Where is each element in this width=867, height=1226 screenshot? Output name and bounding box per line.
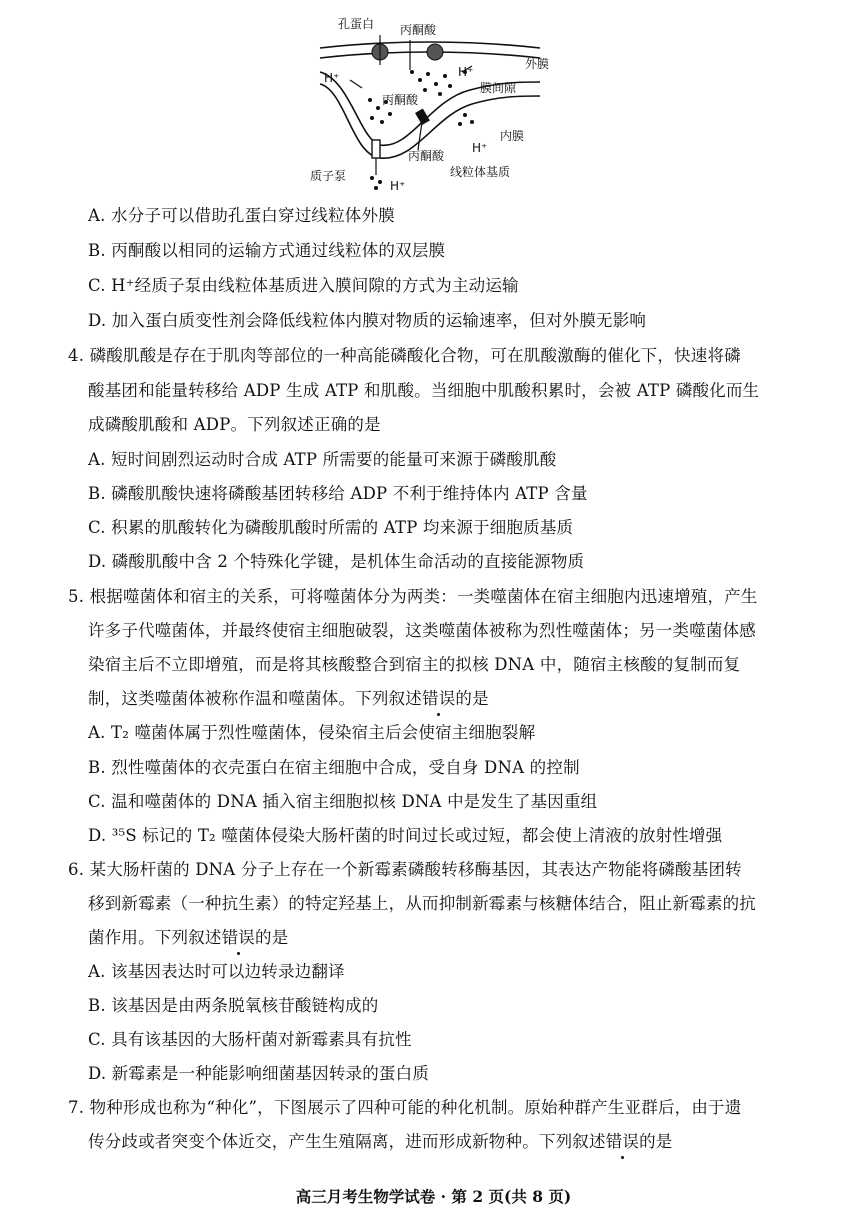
proton-pump — [372, 140, 380, 158]
porin-right — [427, 44, 443, 60]
q5-option-c: C. 温和噬菌体的 DNA 插入宿主细胞拟核 DNA 中是发生了基因重组 — [88, 792, 598, 811]
label-matrix: 线粒体基质 — [450, 165, 511, 179]
label-proton-pump: 质子泵 — [310, 169, 347, 183]
q7-stem-line-2: 传分歧或者突变个体近交，产生生殖隔离，进而形成新物种。下列叙述错误的是 — [88, 1132, 673, 1151]
label-outer-membrane: 外膜 — [525, 57, 550, 71]
q5-stem-line-1: 5. 根据噬菌体和宿主的关系，可将噬菌体分为两类：一类噬菌体在宿主细胞内迅速增殖，产生 — [68, 587, 758, 606]
q6-option-a: A. 该基因表达时可以边转录边翻译 — [88, 962, 345, 981]
label-hplus-right: H⁺ — [458, 65, 474, 79]
q4-option-c: C. 积累的肌酸转化为磷酸肌酸时所需的 ATP 均来源于细胞质基质 — [88, 518, 574, 537]
q3-option-d: D. 加入蛋白质变性剂会降低线粒体内膜对物质的运输速率，但对外膜无影响 — [88, 311, 647, 330]
q4-option-b: B. 磷酸肌酸快速将磷酸基团转移给 ADP 不利于维持体内 ATP 含量 — [88, 484, 588, 503]
label-pyruvate-top: 丙酮酸 — [400, 23, 437, 37]
q3-option-b: B. 丙酮酸以相同的运输方式通过线粒体的双层膜 — [88, 241, 446, 260]
q7-stem-line-1: 7. 物种形成也称为“种化”，下图展示了四种可能的种化机制。原始种群产生亚群后，由于遗 — [68, 1098, 742, 1117]
q5-option-a: A. T₂ 噬菌体属于烈性噬菌体，侵染宿主后会使宿主细胞裂解 — [88, 723, 536, 742]
q3-option-c: C. H⁺经质子泵由线粒体基质进入膜间隙的方式为主动运输 — [88, 276, 519, 295]
q3-option-a: A. 水分子可以借助孔蛋白穿过线粒体外膜 — [88, 206, 395, 225]
label-intermembrane-space: 膜间隙 — [480, 81, 517, 95]
q4-option-a: A. 短时间剧烈运动时合成 ATP 所需要的能量可来源于磷酸肌酸 — [88, 450, 557, 469]
label-porin: 孔蛋白 — [338, 17, 375, 31]
q4-option-d: D. 磷酸肌酸中含 2 个特殊化学键，是机体生命活动的直接能源物质 — [88, 552, 585, 571]
q4-stem-line-1: 4. 磷酸肌酸是存在于肌肉等部位的一种高能磷酸化合物，可在肌酸激酶的催化下，快速将磷 — [68, 346, 741, 365]
label-inner-membrane: 内膜 — [500, 129, 525, 143]
inner-membrane-inner-edge — [320, 84, 540, 158]
q5-stem-line-3: 染宿主后不立即增殖，而是将其核酸整合到宿主的拟核 DNA 中，随宿主核酸的复制而复 — [88, 655, 741, 674]
mitochondria-diagram — [300, 10, 560, 195]
label-pyruvate-mid: 丙酮酸 — [382, 93, 419, 107]
q6-option-d: D. 新霉素是一种能影响细菌基因转录的蛋白质 — [88, 1064, 430, 1083]
q4-stem-line-2: 酸基团和能量转移给 ADP 生成 ATP 和肌酸。当细胞中肌酸积累时，会被 ATP 磷酸化而生 — [88, 381, 760, 400]
label-hplus-left: H⁺ — [324, 71, 340, 85]
label-pyruvate-bottom: 丙酮酸 — [408, 149, 445, 163]
q5-option-b: B. 烈性噬菌体的衣壳蛋白在宿主细胞中合成，受自身 DNA 的控制 — [88, 758, 580, 777]
q6-option-b: B. 该基因是由两条脱氧核苷酸链构成的 — [88, 996, 379, 1015]
q5-stem-line-4: 制，这类噬菌体被称作温和噬菌体。下列叙述错误的是 — [88, 689, 489, 708]
q7-emphasis: 错误 — [605, 1132, 640, 1151]
q5-emphasis: 错误 — [422, 689, 456, 708]
label-hplus-bottom: H⁺ — [390, 179, 406, 193]
q6-stem-line-2: 移到新霉素（一种抗生素）的特定羟基上，从而抑制新霉素与核糖体结合，阻止新霉素的抗 — [88, 894, 756, 913]
label-hplus-inner: H⁺ — [472, 141, 488, 155]
q6-emphasis: 错误 — [221, 928, 256, 947]
q6-stem-line-1: 6. 某大肠杆菌的 DNA 分子上存在一个新霉素磷酸转移酶基因，其表达产物能将磷酸基团转 — [68, 860, 742, 879]
q6-stem-line-3: 菌作用。下列叙述错误的是 — [88, 928, 289, 947]
page-footer: 高三月考生物学试卷 · 第 2 页(共 8 页) — [295, 1187, 572, 1206]
q5-stem-line-2: 许多子代噬菌体，并最终使宿主细胞破裂，这类噬菌体被称为烈性噬菌体；另一类噬菌体感 — [88, 621, 756, 640]
q6-option-c: C. 具有该基因的大肠杆菌对新霉素具有抗性 — [88, 1030, 412, 1049]
q5-option-d: D. ³⁵S 标记的 T₂ 噬菌体侵染大肠杆菌的时间过长或过短，都会使上清液的放射性增强 — [88, 826, 723, 845]
q4-stem-line-3: 成磷酸肌酸和 ADP。下列叙述正确的是 — [88, 415, 381, 434]
